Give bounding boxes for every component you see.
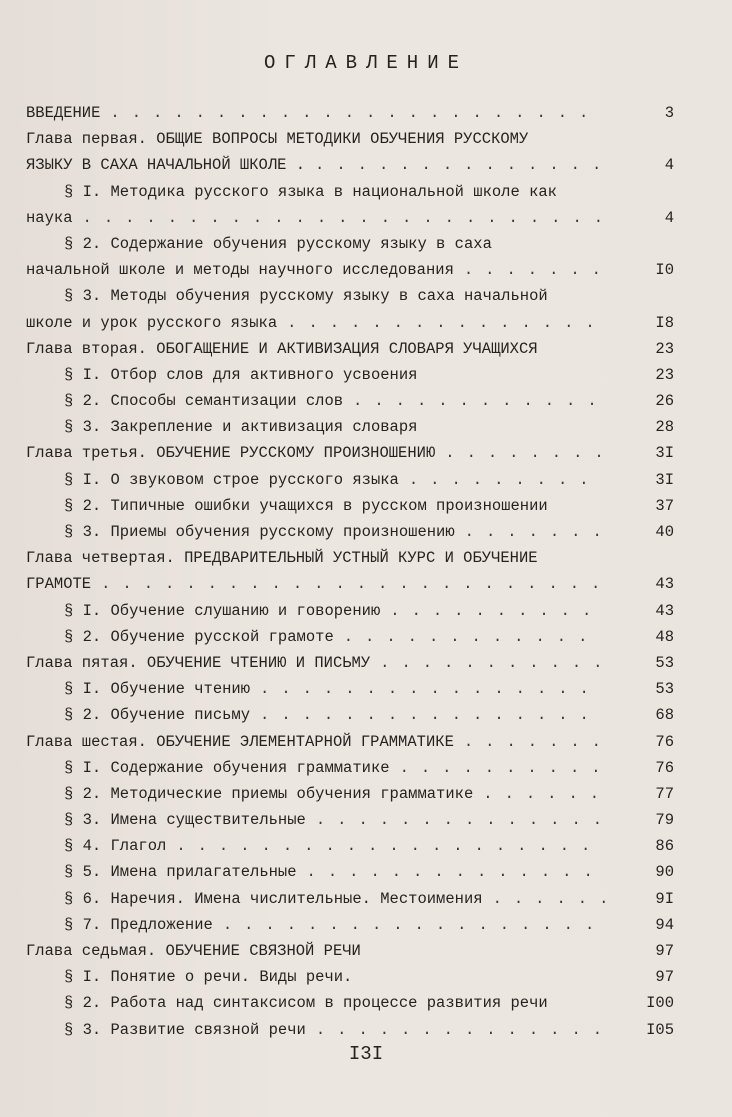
dot-leader: ............: [353, 392, 609, 411]
toc-entry-title: § 5. Имена прилагательные: [64, 863, 297, 882]
dot-leader: .......: [463, 261, 613, 280]
dot-leader: .........................: [82, 208, 616, 227]
toc-entry: [26, 807, 674, 833]
toc-entry-title: § 2. Типичные ошибки учащихся в русском произношении: [64, 496, 548, 515]
toc-entry-page: 53: [655, 653, 674, 672]
dot-leader: ........................: [101, 575, 613, 594]
toc-entry-page: 97: [655, 942, 674, 960]
toc-entry: [26, 205, 674, 231]
toc-entry-title: § I. Обучение слушанию и говорению: [64, 601, 381, 620]
toc-entry: [26, 519, 674, 545]
toc-entry-page: 26: [655, 392, 674, 411]
dot-leader: ..............: [315, 156, 614, 175]
toc-entry-title: § 4. Глагол: [64, 837, 167, 856]
toc-entry-title: § 3. Закрепление и активизация словаря: [64, 418, 418, 437]
toc-entry: [26, 336, 674, 362]
toc-entry: [26, 388, 674, 414]
toc-entry: [26, 859, 674, 885]
page-number: I3I: [348, 1043, 384, 1065]
dot-leader: .......: [463, 732, 613, 751]
toc-entry-title: Глава седьмая. ОБУЧЕНИЕ СВЯЗНОЙ РЕЧИ: [26, 942, 361, 960]
toc-entry-title: § 7. Предложение: [64, 915, 213, 934]
dot-leader: .......: [464, 523, 614, 541]
toc-entry-title: Глава четвертая. ПРЕДВАРИТЕЛЬНЫЙ УСТНЫЙ КУРС И ОБУЧЕНИЕ: [26, 549, 538, 568]
toc-entry-page: I0: [655, 261, 674, 280]
toc-entry-page: 76: [655, 732, 674, 751]
toc-entry-title: § 2. Работа над синтаксисом в процессе развития речи: [64, 994, 548, 1013]
toc-entry-title: ВВЕДЕНИЕ: [26, 104, 101, 122]
toc-entry-title: § 2. Способы семантизации слов: [64, 392, 344, 411]
toc-entry: [26, 650, 674, 676]
dot-leader: ..............: [315, 1020, 615, 1039]
toc-entry-title: § I. Обучение чтению: [64, 680, 251, 699]
dot-leader: ..........: [390, 601, 604, 620]
toc-entry-title: § I. Содержание обучения грамматике: [64, 758, 390, 777]
toc-entry-title: Глава пятая. ОБУЧЕНИЕ ЧТЕНИЮ И ПИСЬМУ: [26, 653, 371, 672]
toc-entry-page: 37: [655, 496, 674, 515]
dot-leader: ...........: [380, 653, 615, 672]
toc-entry-page: 76: [655, 758, 674, 777]
toc-entry: [26, 781, 674, 807]
toc-entry-page: I00: [646, 994, 674, 1013]
toc-entry: [26, 833, 674, 859]
dot-leader: ....................: [176, 837, 603, 856]
toc-entry-title: § I. О звуковом строе русского языка: [64, 470, 399, 489]
toc-entry: [26, 964, 674, 990]
toc-entry-title: § 6. Наречия. Имена числительные. Местоимения: [64, 889, 483, 908]
toc-entry: [26, 624, 674, 650]
toc-entry-page: 94: [655, 915, 674, 934]
toc-entry-page: 4: [664, 156, 674, 175]
toc-entry-title: § 3. Развитие связной речи: [64, 1020, 306, 1039]
toc-entry-title: школе и урок русского языка: [26, 313, 278, 332]
toc-entry: [26, 100, 674, 126]
toc-entry-page: 28: [655, 418, 674, 437]
toc-entry: [26, 467, 674, 493]
toc-heading: ОГЛАВЛЕНИЕ: [263, 52, 469, 74]
dot-leader: ......: [483, 784, 612, 803]
toc-entry: [26, 231, 666, 257]
toc-entry-title: § I. Отбор слов для активного усвоения: [64, 365, 418, 384]
toc-entry-page: 97: [655, 968, 674, 987]
toc-entry-title: Глава шестая. ОБУЧЕНИЕ ЭЛЕМЕНТАРНОЙ ГРАММАТИКЕ: [26, 732, 454, 751]
toc-entry-page: 3: [664, 104, 674, 122]
toc-entry-page: 9I: [655, 889, 674, 908]
toc-entry-page: 77: [655, 784, 674, 803]
toc-entry-page: 23: [655, 365, 674, 384]
toc-entry-page: 90: [655, 863, 674, 882]
toc-entry-page: 4: [664, 208, 674, 227]
toc-entry-title: ЯЗЫКУ В САХА НАЧАЛЬНОЙ ШКОЛЕ .: [26, 156, 306, 175]
table-of-contents: [26, 100, 674, 1043]
dot-leader: ........: [445, 444, 616, 463]
toc-entry: [26, 126, 666, 152]
toc-entry-page: 68: [655, 706, 674, 725]
toc-entry-page: I8: [655, 313, 674, 332]
dot-leader: .......................: [110, 104, 601, 122]
toc-entry-title: Глава третья. ОБУЧЕНИЕ РУССКОМУ ПРОИЗНОШЕНИЮ: [26, 444, 436, 463]
dot-leader: ..........: [399, 758, 613, 777]
toc-entry-title: § 2. Содержание обучения русскому языку в саха: [64, 234, 492, 253]
toc-entry-title: § 2. Методические приемы обучения грамматике: [64, 784, 474, 803]
toc-entry-page: 79: [655, 811, 674, 830]
toc-entry: [26, 676, 674, 702]
toc-entry: [26, 440, 674, 466]
dot-leader: ..............: [306, 863, 605, 882]
toc-entry: [26, 493, 674, 519]
toc-entry: [26, 571, 674, 597]
dot-leader: ..............: [315, 811, 615, 830]
toc-entry-title: § 2. Обучение русской грамоте: [64, 627, 334, 646]
toc-entry: [26, 1017, 674, 1043]
dot-leader: .........: [408, 470, 601, 489]
toc-entry-page: 3I: [655, 444, 674, 463]
toc-entry-title: ГРАМОТЕ: [26, 575, 92, 594]
toc-entry-title: наука: [26, 208, 73, 227]
toc-entry: [26, 310, 674, 336]
toc-entry: [26, 702, 674, 728]
toc-entry-title: Глава вторая. ОБОГАЩЕНИЕ И АКТИВИЗАЦИЯ СЛОВАРЯ УЧАЩИХСЯ: [26, 339, 538, 358]
toc-entry-title: Глава первая. ОБЩИЕ ВОПРОСЫ МЕТОДИКИ ОБУЧЕНИЯ РУССКОМУ: [26, 130, 529, 149]
toc-entry: [26, 598, 674, 624]
toc-entry: [26, 362, 674, 388]
toc-entry-page: 43: [655, 601, 674, 620]
toc-entry: [26, 414, 674, 440]
toc-entry-page: 48: [655, 627, 674, 646]
toc-entry-title: § 2. Обучение письму: [64, 706, 251, 725]
toc-entry-title: § I. Понятие о речи. Виды речи.: [64, 968, 353, 987]
toc-entry: [26, 755, 674, 781]
dot-leader: ................: [260, 706, 601, 725]
toc-entry: [26, 257, 674, 283]
dot-leader: ............: [343, 627, 600, 646]
toc-entry: [26, 938, 674, 964]
toc-entry: [26, 886, 674, 912]
toc-entry: [26, 729, 674, 755]
toc-entry-page: I05: [646, 1020, 674, 1039]
toc-entry-title: § 3. Приемы обучения русскому произношению: [64, 523, 455, 541]
dot-leader: ......: [492, 889, 621, 908]
dot-leader: ..................: [222, 915, 607, 934]
toc-entry-page: 40: [655, 523, 674, 541]
toc-entry: [26, 990, 674, 1016]
toc-entry: [26, 152, 674, 178]
toc-entry: [26, 283, 666, 309]
toc-entry-title: § 3. Методы обучения русскому языку в саха начальной: [64, 287, 548, 306]
toc-entry: [26, 179, 666, 205]
toc-entry-page: 23: [655, 339, 674, 358]
dot-leader: ................: [260, 680, 601, 699]
toc-entry-page: 86: [655, 837, 674, 856]
toc-entry: [26, 912, 674, 938]
toc-entry-page: 3I: [655, 470, 674, 489]
toc-entry: [26, 545, 666, 571]
toc-entry-title: начальной школе и методы научного исследования: [26, 261, 454, 280]
toc-entry-page: 53: [655, 680, 674, 699]
toc-entry-title: § 3. Имена существительные: [64, 811, 306, 830]
toc-entry-title: § I. Методика русского языка в национальной школе как: [64, 182, 557, 201]
dot-leader: ...............: [287, 313, 607, 332]
toc-entry-page: 43: [655, 575, 674, 594]
